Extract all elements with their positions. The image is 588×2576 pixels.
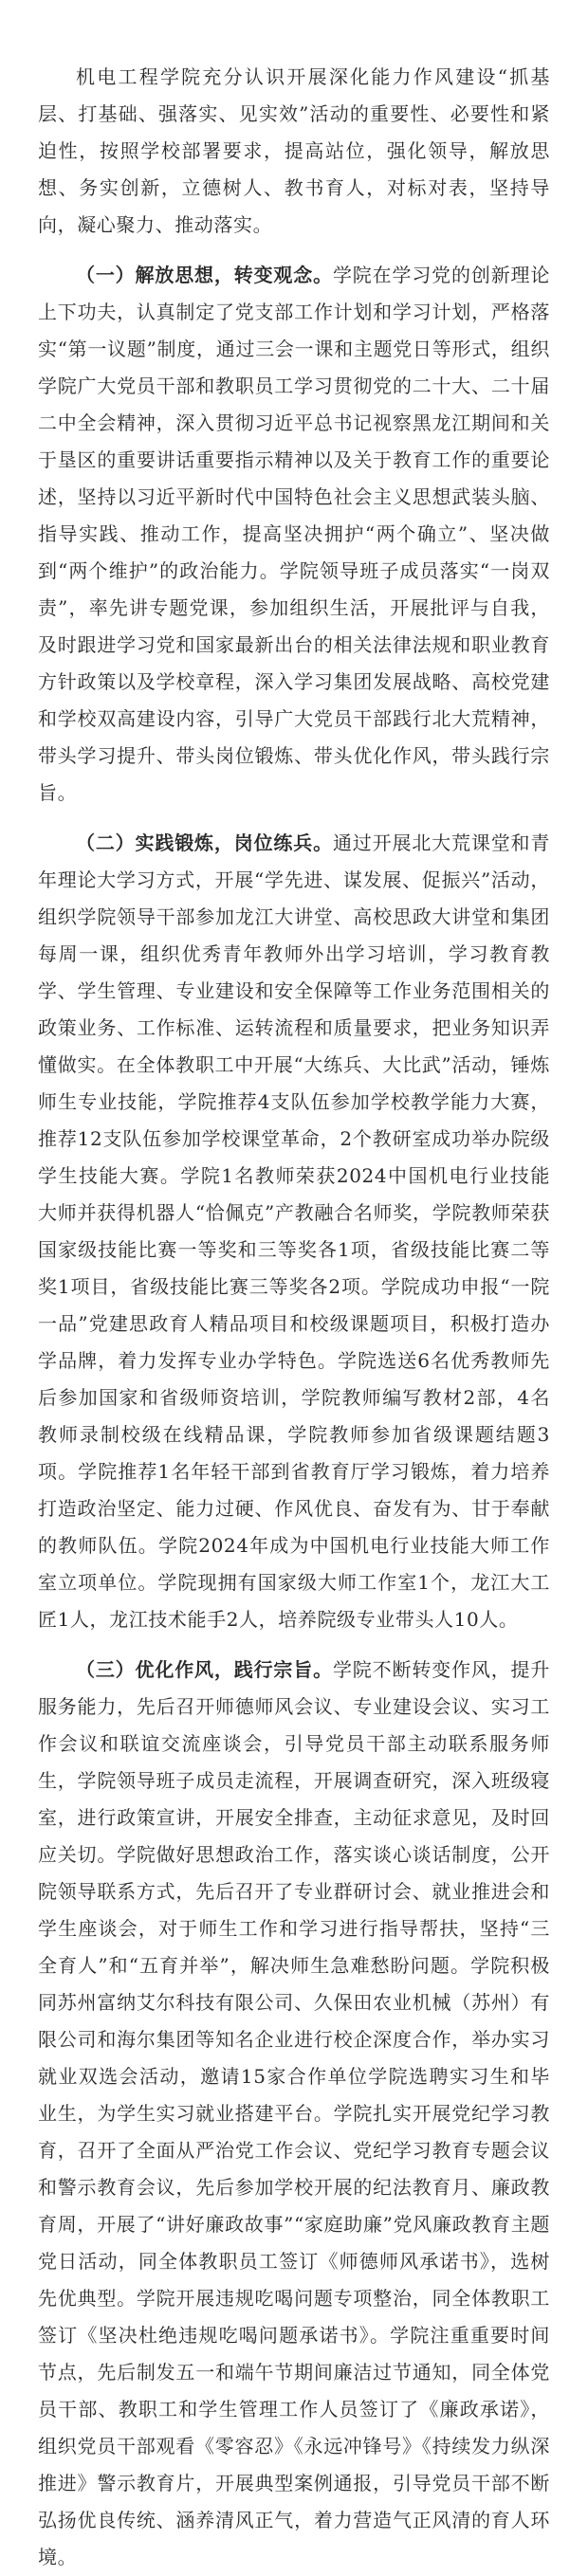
section-1-heading: （一）解放思想，转变观念。 xyxy=(76,264,333,286)
section-2-heading: （二）实践锻炼，岗位练兵。 xyxy=(76,831,333,854)
section-2-paragraph xyxy=(38,825,550,1638)
section-3-heading: （三）优化作风，践行宗旨。 xyxy=(76,1658,333,1681)
section-1-paragraph xyxy=(38,257,550,812)
intro-paragraph: 机电工程学院充分认识开展深化能力作风建设“抓基层、打基础、强落实、见实效”活动的重要性、必要性和紧迫性，按照学校部署要求，提高站位，强化领导，解放思想、务实创新，立德树人、教书育人，对标对表，坚持导向，凝心聚力、推动落实。 xyxy=(38,65,550,236)
section-3-body: 学院不断转变作风，提升服务能力，先后召开师德师风会议、专业建设会议、实习工作会议和联谊交流座谈会，引导党员干部主动联系服务师生，学院领导班子成员走流程，开展调查研究，深入班级寝室，进行政策宣讲，开展安全排查，主动征求意见，及时回应关切。学院做好思想政治工作，落实谈心谈话制度，公开院领导联系方式，先后召开了专业群研讨会、就业推进会和学生座谈会，对于师生工作和学习进行指导帮扶，坚持“三全育人”和“五育并举”，解决师生急难愁盼问题。学院积极同苏州富纳艾尔科技有限公司、久保田农业机械（苏州）有限公司和海尔集团等知名企业进行校企深度合作，举办实习就业双选会活动，邀请15家合作单位学院选聘实习生和毕业生，为学生实习就业搭建平台。学院扎实开展党纪学习教育，召开了全面从严治党工作会议、党纪学习教育专题会议和警示教育会议，先后参加学校开展的纪法教育月、廉政教育周，开展了“讲好廉政故事”“家庭助廉”党风廉政教育主题党日活动，同全体教职员工签订《师德师风承诺书》，选树先优典型。学院开展违规吃喝问题专项整治，同全体教职工签订《坚决杜绝违规吃喝问题承诺书》。学院注重重要时间节点，先后制发五一和端午节期间廉洁过节通知，同全体党员干部、教职工和学生管理工作人员签订了《廉政承诺》，组织党员干部观看《零容忍》《永远冲锋号》《持续发力纵深推进》警示教育片，开展典型案例通报，引导党员干部不断弘扬优良传统、涵养清风正气，着力营造气正风清的育人环境。 xyxy=(38,1658,550,2568)
section-3-paragraph xyxy=(38,1652,550,2576)
section-1-body: 学院在学习党的创新理论上下功夫，认真制定了党支部工作计划和学习计划，严格落实“第一议题”制度，通过三会一课和主题党日等形式，组织学院广大党员干部和教职员工学习贯彻党的二十大、二十届二中全会精神，深入贯彻习近平总书记视察黑龙江期间和关于垦区的重要讲话重要指示精神以及关于教育工作的重要论述，坚持以习近平新时代中国特色社会主义思想武装头脑、指导实践、推动工作，提高坚决拥护“两个确立”、坚决做到“两个维护”的政治能力。学院领导班子成员落实“一岗双责”，率先讲专题党课，参加组织生活，开展批评与自我，及时跟进学习党和国家最新出台的相关法律法规和职业教育方针政策以及学校章程，深入学习集团发展战略、高校党建和学校双高建设内容，引导广大党员干部践行北大荒精神，带头学习提升、带头岗位锻炼、带头优化作风，带头践行宗旨。 xyxy=(38,264,550,804)
section-2-body: 通过开展北大荒课堂和青年理论大学习方式，开展“学先进、谋发展、促振兴”活动，组织学院领导干部参加龙江大讲堂、高校思政大讲堂和集团每周一课，组织优秀青年教师外出学习培训，学习教育教学、学生管理、专业建设和安全保障等工作业务范围相关的政策业务、工作标准、运转流程和质量要求，把业务知识弄懂做实。在全体教职工中开展“大练兵、大比武”活动，锤炼师生专业技能，学院推荐4支队伍参加学校教学能力大赛，推荐12支队伍参加学校课堂革命，2个教研室成功举办院级学生技能大赛。学院1名教师荣获2024中国机电行业技能大师并获得机器人“恰佩克”产教融合名师奖，学院教师荣获国家级技能比赛一等奖和三等奖各1项，省级技能比赛二等奖1项目，省级技能比赛三等奖各2项。学院成功申报“一院一品”党建思政育人精品项目和校级课题项目，积极打造办学品牌，着力发挥专业办学特色。学院选送6名优秀教师先后参加国家和省级师资培训，学院教师编写教材2部，4名教师录制校级在线精品课，学院教师参加省级课题结题3项。学院推荐1名年轻干部到省教育厅学习锻炼，着力培养打造政治坚定、能力过硬、作风优良、奋发有为、甘于奉献的教师队伍。学院2024年成为中国机电行业技能大师工作室立项单位。学院现拥有国家级大师工作室1个，龙江大工匠1人，龙江技术能手2人，培养院级专业带头人10人。 xyxy=(38,831,550,1631)
